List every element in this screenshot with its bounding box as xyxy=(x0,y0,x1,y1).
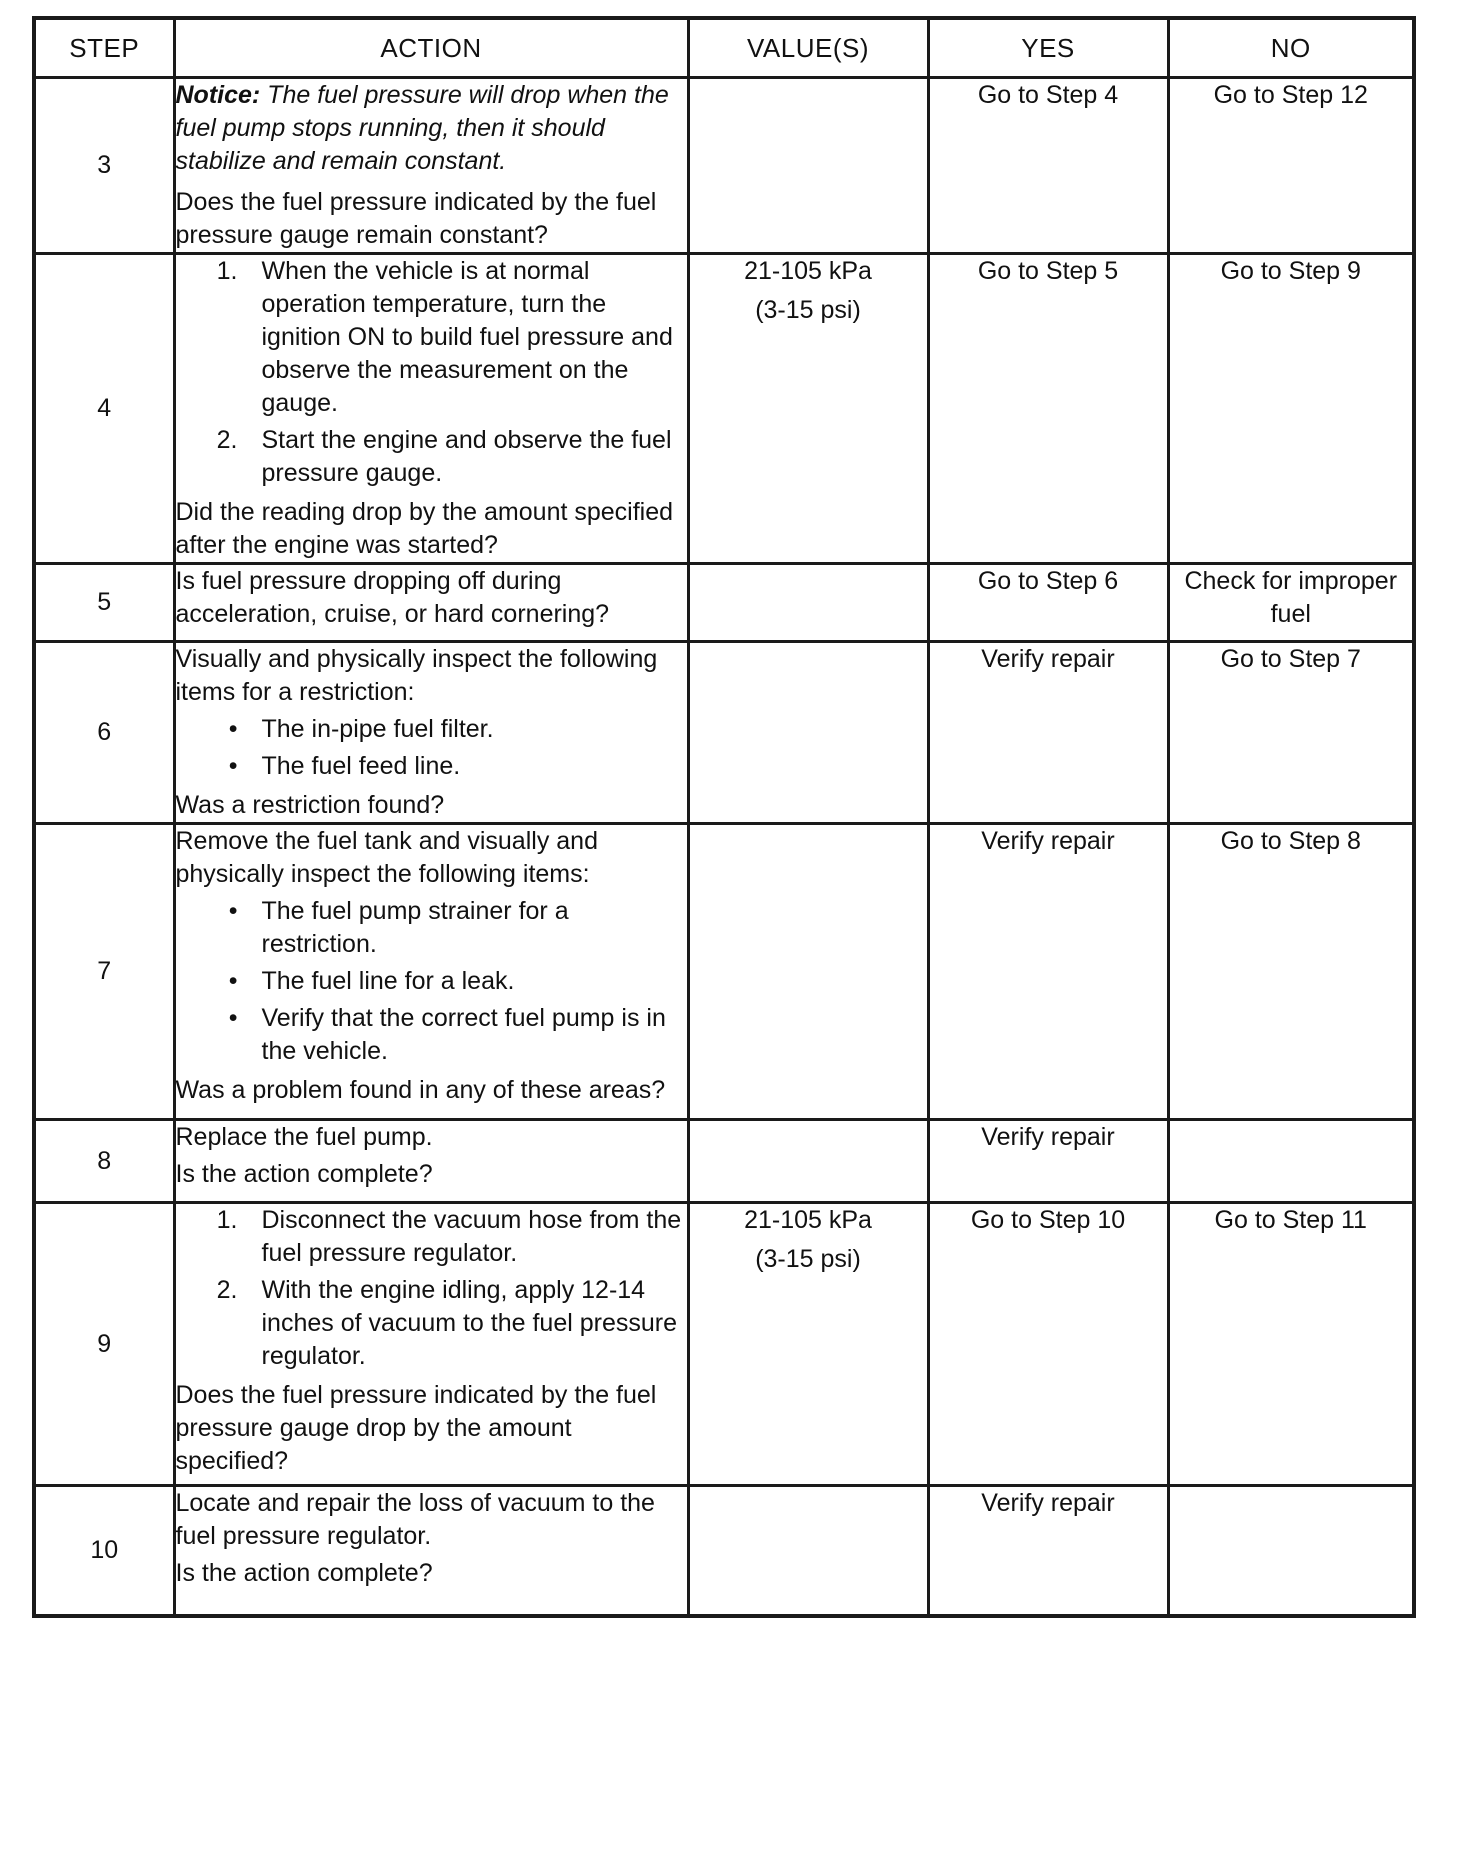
value-cell xyxy=(688,1203,928,1486)
header-action: ACTION xyxy=(174,18,688,78)
list-item-text: With the engine idling, apply 12-14 inches of vacuum to the fuel pressure regulator. xyxy=(261,1276,678,1370)
header-row xyxy=(34,18,1414,78)
list-marker: • xyxy=(228,715,238,743)
step-number: 4 xyxy=(34,254,174,564)
value-cell xyxy=(688,254,928,564)
action-question: Was a problem found in any of these areas? xyxy=(175,1076,666,1104)
action-list xyxy=(176,895,687,1068)
action-cell xyxy=(174,1203,688,1486)
value-line: 21-105 kPa xyxy=(744,257,872,285)
action-cell xyxy=(174,78,688,254)
yes-cell: Verify repair xyxy=(928,642,1168,824)
yes-cell: Go to Step 4 xyxy=(928,78,1168,254)
action-intro: Remove the fuel tank and visually and physically inspect the following items: xyxy=(175,827,598,888)
yes-cell: Go to Step 6 xyxy=(928,564,1168,642)
list-marker: 2. xyxy=(216,426,238,454)
yes-cell: Verify repair xyxy=(928,824,1168,1120)
header-values: VALUE(S) xyxy=(688,18,928,78)
yes-cell: Go to Step 10 xyxy=(928,1203,1168,1486)
action-cell xyxy=(174,824,688,1120)
action-list xyxy=(176,713,687,783)
action-list xyxy=(176,255,687,490)
action-cell xyxy=(174,1120,688,1203)
action-question: Is fuel pressure dropping off during acceleration, cruise, or hard cornering? xyxy=(175,567,610,628)
list-item-text: When the vehicle is at normal operation temperature, turn the ignition ON to build fuel pressure and observe the measurement on the gauge. xyxy=(261,257,673,417)
yes-cell: Verify repair xyxy=(928,1120,1168,1203)
list-item-text: The in-pipe fuel filter. xyxy=(261,715,494,743)
yes-cell: Go to Step 5 xyxy=(928,254,1168,564)
action-question: Was a restriction found? xyxy=(175,791,445,819)
yes-cell: Verify repair xyxy=(928,1486,1168,1616)
table-row xyxy=(34,1203,1414,1486)
step-number: 3 xyxy=(34,78,174,254)
value-cell xyxy=(688,824,928,1120)
list-item xyxy=(176,1274,687,1373)
action-question: Did the reading drop by the amount specified after the engine was started? xyxy=(175,498,674,559)
header-step: STEP xyxy=(34,18,174,78)
value-cell xyxy=(688,564,928,642)
value-line: 21-105 kPa xyxy=(744,1206,872,1234)
list-marker: • xyxy=(228,897,238,925)
action-cell xyxy=(174,564,688,642)
action-list xyxy=(176,1204,687,1373)
table-row xyxy=(34,78,1414,254)
action-question: Is the action complete? xyxy=(175,1559,433,1587)
no-cell: Go to Step 11 xyxy=(1168,1203,1414,1486)
step-number: 6 xyxy=(34,642,174,824)
header-no: NO xyxy=(1168,18,1414,78)
table-row xyxy=(34,1486,1414,1616)
list-marker: 2. xyxy=(216,1276,238,1304)
table-row xyxy=(34,564,1414,642)
notice-body: The fuel pressure will drop when the fuel pump stops running, then it should stabilize and remain constant. xyxy=(175,81,669,175)
step-number: 10 xyxy=(34,1486,174,1616)
diagnostic-table xyxy=(32,16,1416,1618)
list-item xyxy=(176,1204,687,1270)
list-marker: 1. xyxy=(216,257,238,285)
step-number: 7 xyxy=(34,824,174,1120)
value-cell xyxy=(688,642,928,824)
list-item xyxy=(176,965,687,998)
list-marker: 1. xyxy=(216,1206,238,1234)
list-marker: • xyxy=(228,1004,238,1032)
notice-label: Notice: xyxy=(175,81,261,109)
action-intro: Replace the fuel pump. xyxy=(175,1123,433,1151)
no-cell: Check for improper fuel xyxy=(1168,564,1414,642)
action-question: Is the action complete? xyxy=(175,1160,433,1188)
no-cell xyxy=(1168,1486,1414,1616)
list-marker: • xyxy=(228,752,238,780)
list-item xyxy=(176,424,687,490)
table-row xyxy=(34,254,1414,564)
action-question: Does the fuel pressure indicated by the fuel pressure gauge drop by the amount specified? xyxy=(175,1381,657,1475)
table-row xyxy=(34,1120,1414,1203)
list-item xyxy=(176,750,687,783)
list-item-text: Verify that the correct fuel pump is in the vehicle. xyxy=(261,1004,666,1065)
action-intro: Locate and repair the loss of vacuum to the fuel pressure regulator. xyxy=(175,1489,655,1550)
list-item-text: The fuel feed line. xyxy=(261,752,461,780)
value-cell xyxy=(688,1120,928,1203)
no-cell: Go to Step 7 xyxy=(1168,642,1414,824)
action-cell xyxy=(174,642,688,824)
list-item-text: Disconnect the vacuum hose from the fuel pressure regulator. xyxy=(261,1206,682,1267)
list-item-text: The fuel line for a leak. xyxy=(261,967,515,995)
list-item xyxy=(176,713,687,746)
list-marker: • xyxy=(228,967,238,995)
action-intro: Visually and physically inspect the following items for a restriction: xyxy=(175,645,658,706)
list-item-text: Start the engine and observe the fuel pressure gauge. xyxy=(261,426,672,487)
no-cell: Go to Step 9 xyxy=(1168,254,1414,564)
table-row xyxy=(34,824,1414,1120)
value-line: (3-15 psi) xyxy=(755,1245,861,1273)
no-cell: Go to Step 8 xyxy=(1168,824,1414,1120)
value-line: (3-15 psi) xyxy=(755,296,861,324)
action-cell xyxy=(174,254,688,564)
step-number: 5 xyxy=(34,564,174,642)
no-cell: Go to Step 12 xyxy=(1168,78,1414,254)
value-cell xyxy=(688,78,928,254)
list-item-text: The fuel pump strainer for a restriction. xyxy=(261,897,569,958)
list-item xyxy=(176,1002,687,1068)
list-item xyxy=(176,255,687,420)
value-cell xyxy=(688,1486,928,1616)
header-yes: YES xyxy=(928,18,1168,78)
step-number: 9 xyxy=(34,1203,174,1486)
no-cell xyxy=(1168,1120,1414,1203)
notice-text xyxy=(176,79,687,178)
table-row xyxy=(34,642,1414,824)
list-item xyxy=(176,895,687,961)
action-cell xyxy=(174,1486,688,1616)
step-number: 8 xyxy=(34,1120,174,1203)
action-question: Does the fuel pressure indicated by the fuel pressure gauge remain constant? xyxy=(175,188,657,249)
